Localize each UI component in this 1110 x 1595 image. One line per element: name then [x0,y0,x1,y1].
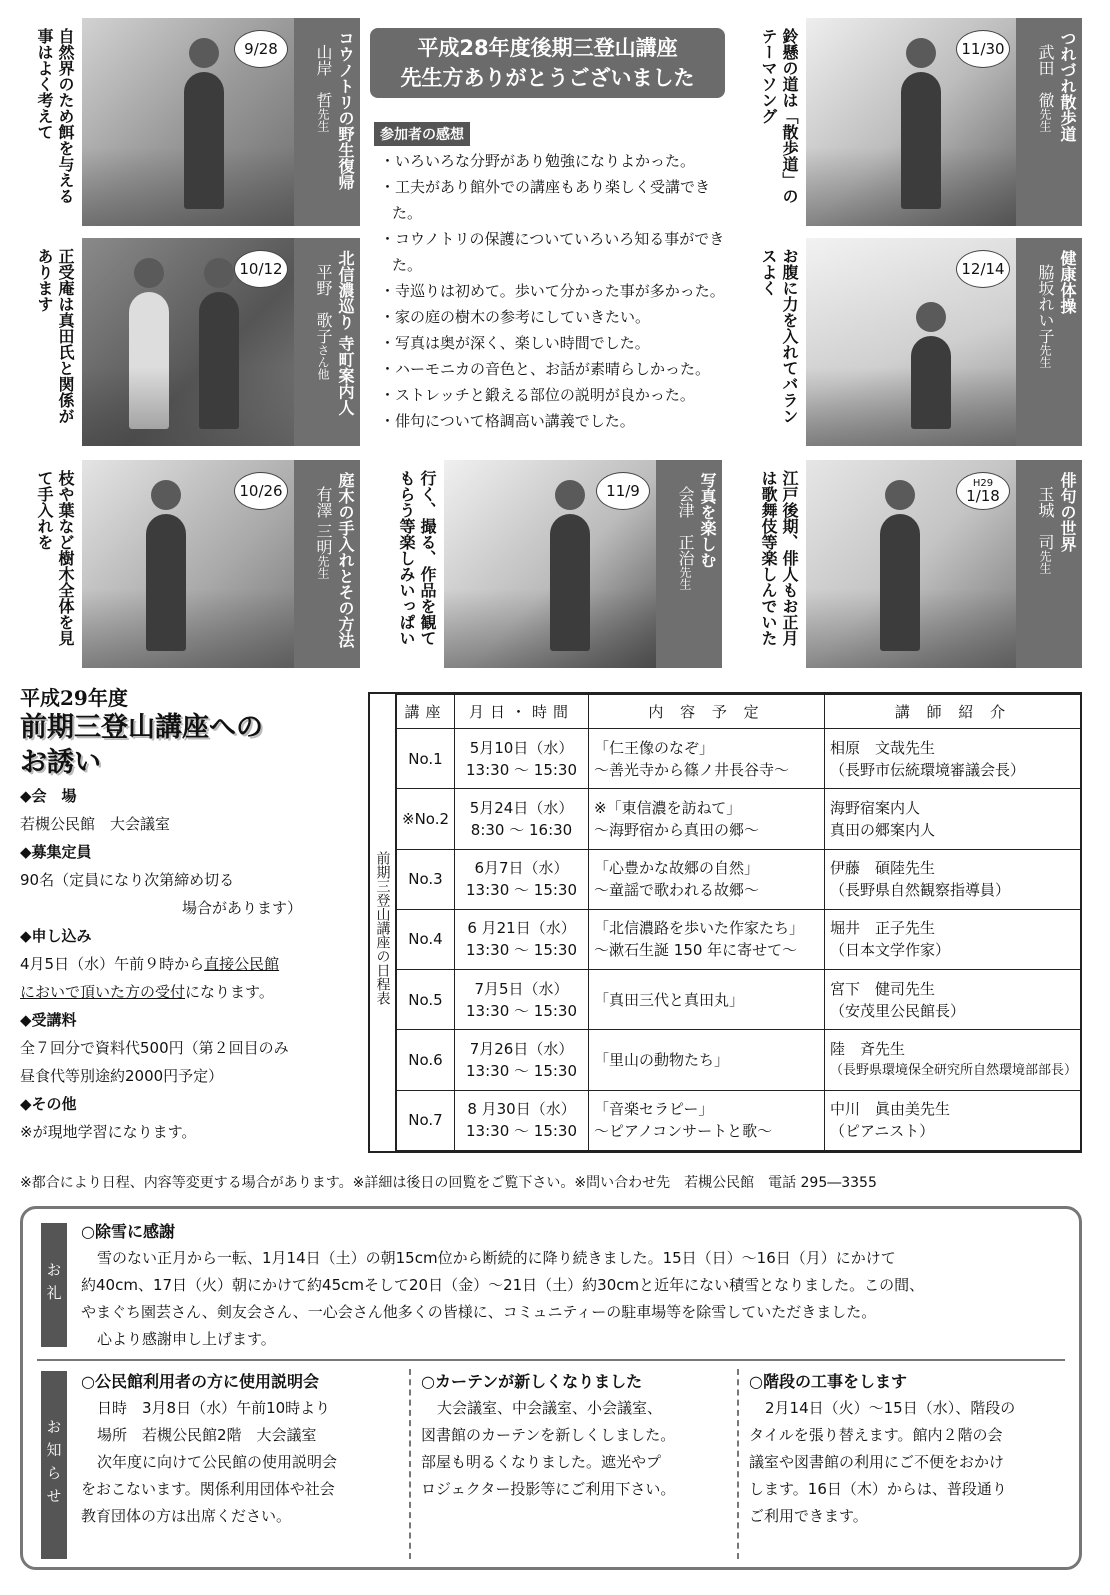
teacher-title: （長野県自然観察指導員） [830,881,1011,900]
notice-box [20,1206,1082,1570]
notice-a-title: ○公民館利用者の方に使用説明会 [81,1372,319,1391]
other: ※が現地学習になります。 [20,1123,197,1141]
date: 8 月30日（水） [467,1100,576,1119]
venue-heading: ◆会 場 [20,787,77,805]
notice-text: 日時 3月8日（水）午前10時より [97,1399,331,1417]
thanks-body: 雪のない正月から一転、1月14日（土）の朝15cm位から断続的に降り続きました。15日（日）～16日（月）にかけて [97,1249,896,1267]
panel-haiku [744,460,1082,668]
notice-text: 場所 若槻公民館2階 大会議室 [97,1426,317,1444]
date: 7月26日（水） [469,1040,574,1059]
notice-text: 図書館のカーテンを新しくしました。 [421,1426,676,1444]
notice-text: 大会議室、中会議室、小会議室、 [437,1399,663,1417]
caption: 正受庵は真田氏と関係があります [20,238,82,446]
notice-b-title: ○カーテンが新しくなりました [421,1372,643,1391]
list-item: ・写真は奥が深く、楽しい時間でした。 [380,334,650,352]
divider [409,1369,411,1559]
time: 13:30 ～ 15:30 [466,1122,578,1141]
list-item: ・ハーモニカの音色と、お話が素晴らしかった。 [380,360,711,378]
list-item: ・ストレッチと鍛える部位の説明が良かった。 [380,386,695,404]
date-badge: 9/28 [234,30,288,68]
lecture-no: No.6 [397,1030,455,1090]
table-row [397,1030,1082,1090]
date-badge: H29 1/18 [956,472,1010,510]
list-item: ・家の庭の樹木の参考にしていきたい。 [380,308,651,326]
content: 「心豊かな故郷の自然」 [594,859,760,878]
schedule-side-label: 前期三登山講座の日程表 [370,694,396,1151]
content-sub: ～海野宿から真田の郷～ [594,820,760,839]
teacher: 陸 斉先生 [830,1040,906,1059]
teacher: 宮下 健司先生 [830,979,936,998]
capacity-note: 場合があります） [182,899,303,917]
teacher-title: （長野市伝統環境審議会長） [830,760,1026,779]
caption: 枝や葉など樹木全体を見て手入れを [20,460,82,668]
invite-year: 平成29年度 [20,686,128,710]
invite-title: お誘い [20,747,101,778]
list-item: ・コウノトリの保護についていろいろ知る事ができた。 [380,230,725,274]
time: 13:30 ～ 15:30 [466,941,578,960]
col-header: 講座 [397,695,455,729]
table-row [397,729,1082,789]
table-row [397,909,1082,969]
list-item: ・寺巡りは初めて。歩いて分かった事が多かった。 [380,282,725,300]
teacher-title: （安茂里公民館長） [830,1001,966,1020]
lecture-title-strip: 庭木の手入れとその方法 有澤 三明先生 [294,460,360,668]
time: 13:30 ～ 15:30 [466,760,578,779]
teacher-title: （長野県環境保全研究所自然環境部部長） [830,1063,1078,1079]
lecture-title-strip: つれづれ散歩道 武田 徹先生 [1016,18,1082,226]
content-sub: ～漱石生誕 150 年に寄せて～ [594,941,798,960]
capacity: 90名（定員になり次第締め切る [20,871,235,889]
time: 8:30 ～ 16:30 [470,820,573,839]
voices-title: 参加者の感想 [374,122,470,146]
page-heading: 平成28年度後期三登山講座 先生方ありがとうございました [370,28,725,98]
teacher-title: （ピアニスト） [830,1122,935,1141]
caption: 鈴懸の道は「散歩道」のテーマソング [744,18,806,226]
date: 5月24日（水） [469,798,574,817]
teacher: 堀井 正子先生 [830,919,936,938]
lecture-no: No.4 [397,909,455,969]
notice-text: 教育団体の方は出席ください。 [81,1507,292,1525]
panel-taiso [744,238,1082,446]
lecture-no: No.3 [397,849,455,909]
col-header: 内 容 予 定 [589,695,825,729]
col-header: 講 師 紹 介 [825,695,1082,729]
content: 「真田三代と真田丸」 [594,990,745,1009]
invite-title: 前期三登山講座への [20,712,263,743]
notice-tab: お知らせ [41,1371,67,1559]
notice-text: タイルを張り替えます。館内２階の会 [749,1426,1003,1444]
lecture-no: No.5 [397,970,455,1030]
apply-text: 4月5日（水）午前９時から [20,955,205,973]
thanks-title: ○除雪に感謝 [81,1222,175,1241]
notice-text: ロジェクター投影等にご利用下さい。 [421,1480,676,1498]
other-heading: ◆その他 [20,1095,77,1113]
teacher-title: 真田の郷案内人 [830,820,936,839]
table-row [397,970,1082,1030]
caption: 自然界のため餌を与える事はよく考えて [20,18,82,226]
list-item: ・いろいろな分野があり勉強になりよかった。 [380,152,696,170]
thanks-body: やまぐち園芸さん、剣友会さん、一心会さん他多くの皆様に、コミュニティーの駐車場等を除雪していただきました。 [81,1303,877,1321]
teacher: 海野宿案内人 [830,798,921,817]
venue: 若槻公民館 大会議室 [20,815,171,833]
thanks-tab: お礼 [41,1223,67,1347]
content-sub: ～善光寺から篠ノ井長谷寺～ [594,760,790,779]
content-sub: ～童謡で歌われる故郷～ [594,881,760,900]
panel-kounotori [20,18,360,226]
table-row [397,1090,1082,1150]
teacher: 伊藤 碩陸先生 [830,859,936,878]
contact-note: ※都合により日程、内容等変更する場合があります。※詳細は後日の回覧をご覧下さい。※問い合わせ先 若槻公民館 電話 295―3355 [20,1175,877,1191]
notice-text: 2月14日（火）～15日（水）、階段の [765,1399,1016,1417]
apply-text: 直接公民館 [204,955,280,973]
invitation-block [20,686,365,1146]
date: 5月10日（水） [469,738,574,757]
lecture-title-strip: コウノトリの野生復帰 山岸 哲先生 [294,18,360,226]
teacher-title: （日本文学作家） [830,941,951,960]
list-item: ・工夫があり館外での講座もあり楽しく受講できた。 [380,178,711,222]
list-item: ・俳句について格調高い講義でした。 [380,412,635,430]
content: ※「東信濃を訪ねて」 [594,798,742,817]
date: 7月5日（水） [474,979,569,998]
date-badge: 11/30 [956,30,1010,68]
notice-c-title: ○階段の工事をします [749,1372,907,1391]
fee: 昼食代等別途約2000円予定） [20,1067,224,1085]
date: 6 月21日（水） [467,919,576,938]
notice-text: します。16日（木）からは、普段通り [749,1480,1007,1498]
voices-list [376,148,726,434]
fee-heading: ◆受講料 [20,1011,77,1029]
divider [737,1369,739,1559]
panel-shashin [382,460,722,668]
caption: 行く、撮る、作品を観てもらう等楽しみいっぱい [382,460,444,668]
date-badge: 12/14 [956,250,1010,288]
thanks-body: 心より感謝申し上げます。 [97,1330,276,1348]
caption: 江戸後期、俳人もお正月は歌舞伎等楽しんでいた [744,460,806,668]
caption: お腹に力を入れてバランスよく [744,238,806,446]
content: 「北信濃路を歩いた作家たち」 [594,919,805,938]
schedule-table [368,692,1082,1153]
notice-text: 部屋も明るくなりました。遮光やプ [421,1453,662,1471]
divider [37,1359,1065,1361]
lecture-title-strip: 写真を楽しむ 会津 正治先生 [656,460,722,668]
apply-text: においで頂いた方の受付 [20,983,186,1001]
lecture-no: No.7 [397,1090,455,1150]
notice-text: をおこないます。関係利用団体や社会 [81,1480,335,1498]
lecture-title-strip: 俳句の世界 玉城 司先生 [1016,460,1082,668]
apply-text: になります。 [185,983,274,1001]
date: 6月7日（水） [474,859,569,878]
lecture-no: No.1 [397,729,455,789]
time: 13:30 ～ 15:30 [466,1062,578,1081]
notice-text: ご利用できます。 [749,1507,868,1525]
content: 「里山の動物たち」 [594,1051,730,1070]
table-header [397,695,1082,729]
notice-text: 議室や図書館の利用にご不便をおかけ [749,1453,1005,1471]
panel-sanpo [744,18,1082,226]
date-badge: 10/26 [234,472,288,510]
date-badge: 10/12 [234,250,288,288]
content-sub: ～ピアノコンサートと歌～ [594,1122,773,1141]
teacher: 相原 文哉先生 [830,738,936,757]
time: 13:30 ～ 15:30 [466,1001,578,1020]
lecture-title-strip: 健康体操 脇坂れい子先生 [1016,238,1082,446]
time: 13:30 ～ 15:30 [466,881,578,900]
col-header: 月日・時間 [455,695,589,729]
content: 「音楽セラピー」 [594,1100,714,1119]
table-row [397,849,1082,909]
apply-heading: ◆申し込み [20,927,92,945]
lecture-no: ※No.2 [397,789,455,849]
fee: 全７回分で資料代500円（第２回目のみ [20,1039,289,1057]
thanks-body: 約40cm、17日（火）朝にかけて約45cmそして20日（金）～21日（土）約30cmと近年にない積雪となりました。この間、 [81,1276,925,1294]
notice-text: 次年度に向けて公民館の使用説明会 [97,1453,338,1471]
teacher: 中川 眞由美先生 [830,1100,951,1119]
table-row [397,789,1082,849]
content: 「仁王像のなぞ」 [594,738,715,757]
lecture-title-strip: 北信濃巡り 寺町案内人 平野 歌子さん他 [294,238,360,446]
panel-niwaki [20,460,360,668]
panel-terama [20,238,360,446]
date-badge: 11/9 [596,472,650,510]
capacity-heading: ◆募集定員 [20,843,92,861]
